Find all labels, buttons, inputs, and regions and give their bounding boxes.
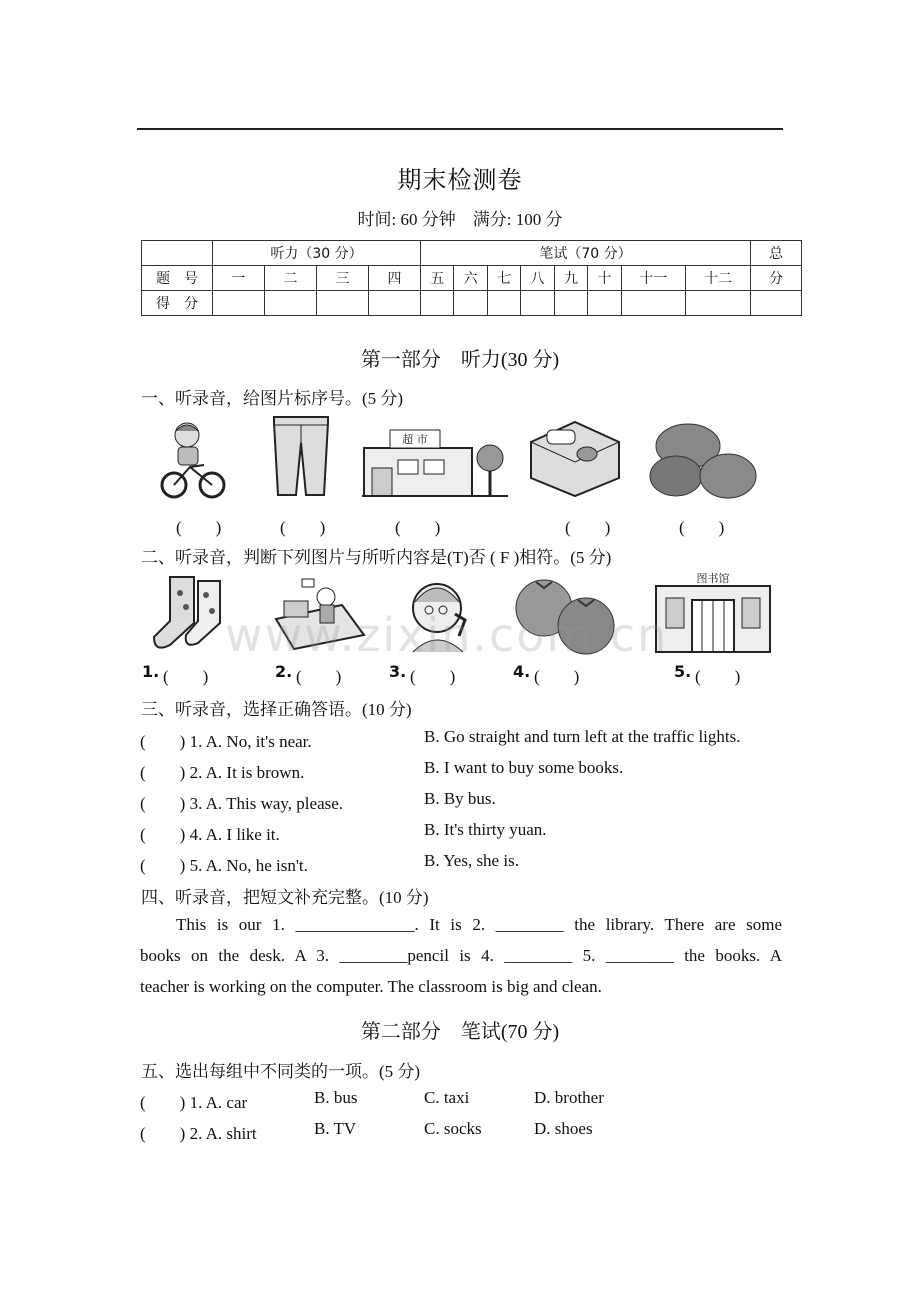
cloze-line: books on the desk. A 3. ________pencil is 4. ________ 5. ________ the books. A [140,946,782,965]
cloze-line: teacher is working on the computer. The classroom is big and clean. [140,977,602,996]
section4-heading: 四、听录音，把短文补充完整。(10 分) [141,888,429,907]
score-cell[interactable] [621,291,686,316]
question-option-a: ( ) 4. A. I like it. [140,825,280,844]
top-rule [137,128,783,130]
question-option-b: B. It's thirty yuan. [424,820,547,839]
section2-heading: 二、听录音，判断下列图片与所听内容是(T)否 ( F )相符。(5 分) [141,548,612,567]
question-option-b: B. I want to buy some books. [424,758,624,777]
question-option-c: C. socks [424,1119,482,1138]
section5-heading: 五、选出每组中不同类的一项。(5 分) [141,1062,421,1081]
question-option-a: ( ) 1. A. No, it's near. [140,732,312,751]
question-number: 一 [213,266,265,291]
answer-blank[interactable]: ( ) [534,667,580,686]
score-cell[interactable] [454,291,487,316]
supermarket-sign: 超 市 [402,433,428,446]
answer-blank[interactable]: ( ) [679,518,725,537]
score-cell[interactable] [521,291,554,316]
watermark: www.zixin.com.cn [225,608,669,662]
score-cell[interactable] [487,291,520,316]
score-cell[interactable] [686,291,751,316]
question-option-b: B. TV [314,1119,357,1138]
score-cell[interactable] [420,291,453,316]
library-icon [652,570,774,654]
answer-blank[interactable]: ( ) [395,518,441,537]
answer-blank[interactable]: ( ) [565,518,611,537]
question-option-d: D. brother [534,1088,604,1107]
question-number: 十 [588,266,621,291]
potatoes-icon [648,418,758,500]
question-number: 五 [420,266,453,291]
question-option-b: B. Go straight and turn left at the traffic lights. [424,727,741,746]
item-number: 3. [389,662,407,681]
score-row-label: 得 分 [142,291,213,316]
total-header-top: 总 [751,241,802,266]
part1-title: 第一部分 听力(30 分) [360,349,560,371]
boy-on-bike-icon [160,415,230,500]
score-cell[interactable] [554,291,587,316]
answer-blank[interactable]: ( ) [695,667,741,686]
page-title: 期末检测卷 [397,168,523,194]
score-cell[interactable] [316,291,368,316]
score-table [141,240,802,316]
question-option-b: B. By bus. [424,789,496,808]
question-option-b: B. bus [314,1088,358,1107]
item-number: 1. [142,662,160,681]
question-number: 四 [368,266,420,291]
trousers-icon [268,413,334,499]
item-number: 2. [275,662,293,681]
question-number: 六 [454,266,487,291]
writing-header: 笔试（70 分） [420,241,750,266]
question-option-a: ( ) 1. A. car [140,1093,248,1112]
question-number: 八 [521,266,554,291]
answer-blank[interactable]: ( ) [280,518,326,537]
question-option-c: C. taxi [424,1088,470,1107]
question-option-a: ( ) 2. A. It is brown. [140,763,305,782]
item-number: 5. [674,662,692,681]
library-sign: 图书馆 [696,572,730,585]
answer-blank[interactable]: ( ) [410,667,456,686]
supermarket-icon [362,428,508,498]
question-number: 十二 [686,266,751,291]
part2-title: 第二部分 笔试(70 分) [360,1021,560,1043]
item-number: 4. [513,662,531,681]
listening-header: 听力（30 分） [213,241,421,266]
total-header-bottom: 分 [751,266,802,291]
question-number: 九 [554,266,587,291]
section1-heading: 一、听录音，给图片标序号。(5 分) [141,389,404,408]
question-option-d: D. shoes [534,1119,593,1138]
exam-info: 时间: 60 分钟 满分: 100 分 [357,210,563,229]
question-number: 七 [487,266,520,291]
score-cell[interactable] [368,291,420,316]
section3-heading: 三、听录音，选择正确答语。(10 分) [141,700,412,719]
question-option-b: B. Yes, she is. [424,851,519,870]
question-number: 二 [264,266,316,291]
answer-blank[interactable]: ( ) [296,667,342,686]
question-number: 三 [316,266,368,291]
score-cell[interactable] [213,291,265,316]
score-cell[interactable] [264,291,316,316]
score-cell[interactable] [588,291,621,316]
answer-blank[interactable]: ( ) [176,518,222,537]
score-cell-total[interactable] [751,291,802,316]
question-option-a: ( ) 5. A. No, he isn't. [140,856,308,875]
cloze-line: This is our 1. ______________. It is 2. ________ the library. There are some [176,915,782,934]
question-row-label: 题 号 [142,266,213,291]
question-number: 十一 [621,266,686,291]
score-table-corner [142,241,213,266]
bed-icon [527,418,623,498]
question-option-a: ( ) 3. A. This way, please. [140,794,344,813]
answer-blank[interactable]: ( ) [163,667,209,686]
question-option-a: ( ) 2. A. shirt [140,1124,257,1143]
